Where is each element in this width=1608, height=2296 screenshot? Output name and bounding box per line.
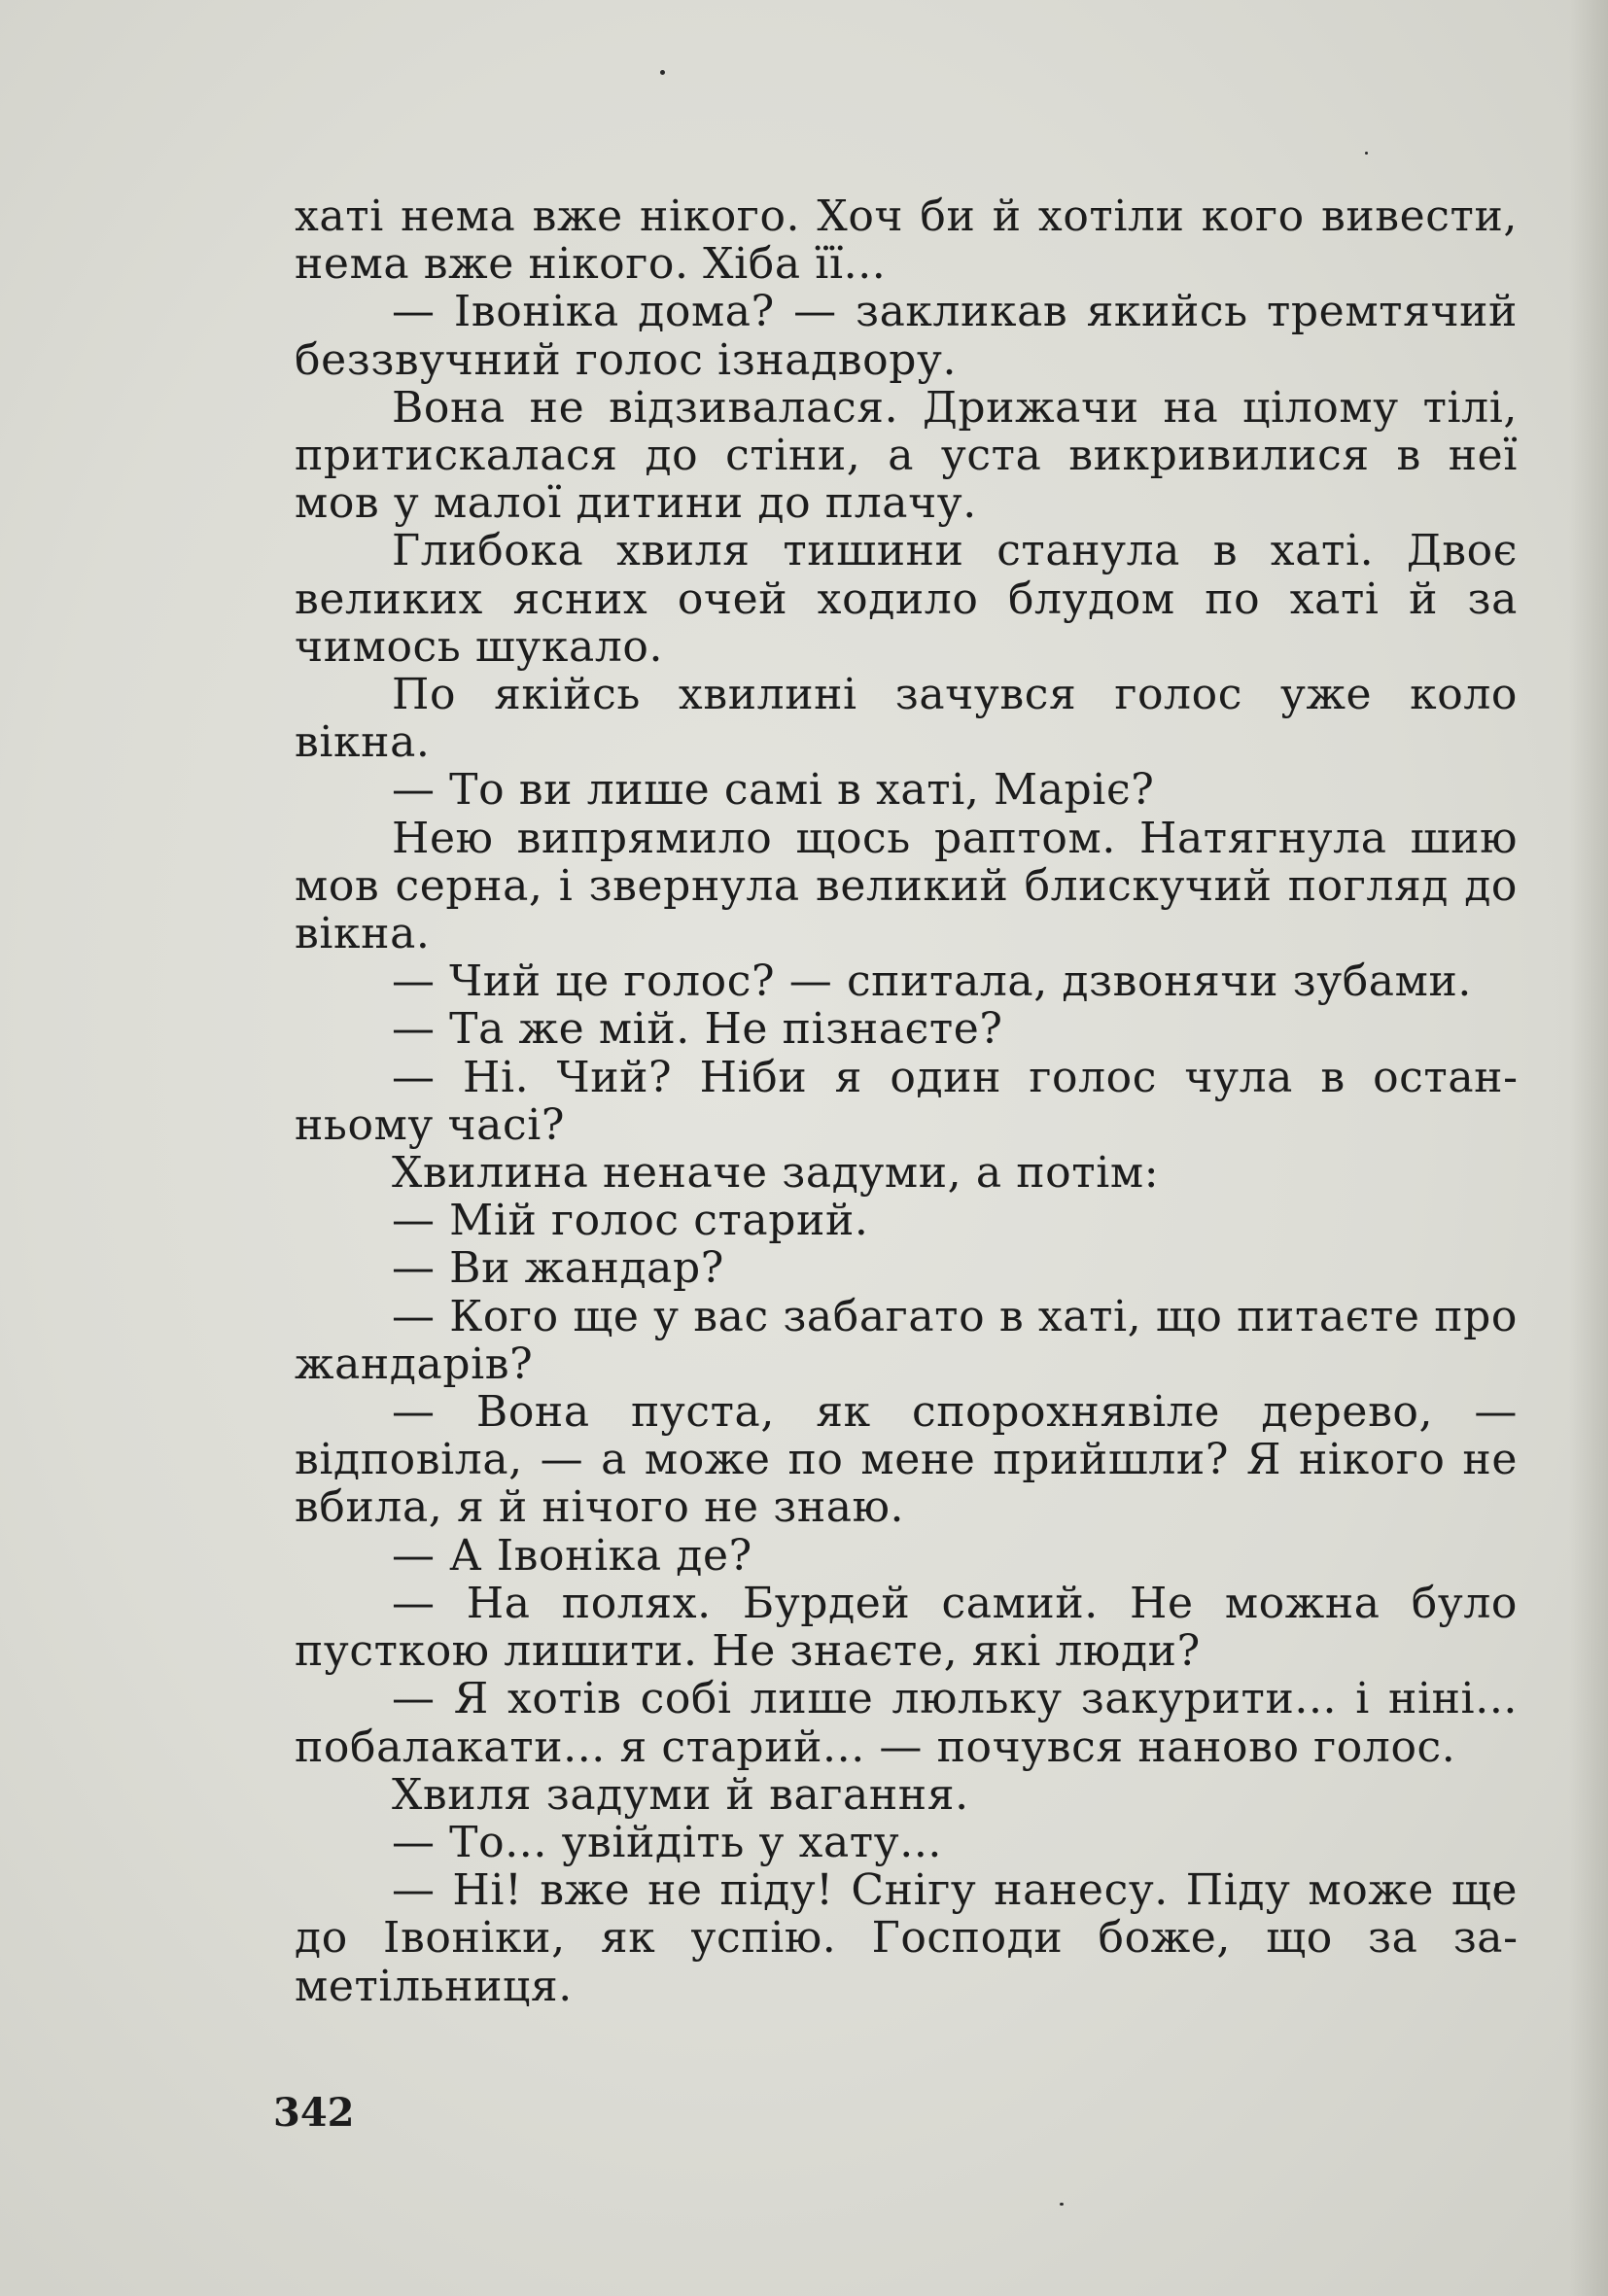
- paragraph: — Та же мій. Не пізнаєте?: [392, 1004, 1003, 1055]
- paragraph: — То ви лише самі в хаті, Маріє?: [392, 765, 1155, 816]
- paragraph: — Я хотів собі лише люльку закурити... і ніні... побалакати... я старий... — почувся наново голос.: [295, 1674, 1518, 1772]
- paragraph: — То... увійдіть у хату...: [392, 1817, 942, 1867]
- paragraph: Хвилина неначе задуми, а потім:: [392, 1148, 1160, 1199]
- page-edge-shadow: [1569, 0, 1608, 2296]
- paragraph: — Ні! вже не піду! Снігу нанесу. Піду може ще до Івоніки, як успію. Господи боже, що за заметільниця.: [295, 1865, 1518, 2011]
- ink-speck: [660, 70, 665, 75]
- paragraph: По якійсь хвилині зачувся голос уже коло вікна.: [295, 670, 1518, 768]
- paragraph: — Мій голос старий.: [392, 1196, 869, 1246]
- paragraph: — А Івоніка де?: [392, 1530, 752, 1581]
- paragraph: Хвиля задуми й вагання.: [392, 1769, 969, 1820]
- paragraph: Вона не відзивалася. Дрижачи на цілому тілі, притискалася до стіни, а уста викривилися в неї мов у малої дитини до плачу.: [295, 382, 1518, 529]
- paragraph: — Чий це голос? — спитала, дзвонячи зубами.: [392, 957, 1472, 1007]
- body-text: [295, 192, 1518, 2010]
- page-number: 342: [273, 2090, 355, 2136]
- paragraph: — Кого ще у вас забагато в хаті, що питаєте про жандарів?: [295, 1291, 1518, 1389]
- paragraph: — На полях. Бурдей самий. Не можна було пусткою лишити. Не знаєте, які люди?: [295, 1578, 1518, 1677]
- ink-speck: [1365, 152, 1368, 155]
- paragraph: — Ви жандар?: [392, 1243, 724, 1294]
- paragraph: — Вона пуста, як спорохнявіле дерево, — відповіла, — а може по мене прийшли? Я нікого не вбила, я й нічого не знаю.: [295, 1387, 1518, 1533]
- ink-speck: [1060, 2203, 1064, 2206]
- paragraph: — Івоніка дома? — закликав якийсь тремтячий беззвучний голос ізнадвору.: [295, 287, 1518, 385]
- paragraph: Глибока хвиля тишини станула в хаті. Двоє великих ясних очей ходило блудом по хаті й за чимось шукало.: [295, 526, 1518, 672]
- paragraph: Нею випрямило щось раптом. Натягнула шию мов серна, і звернула великий блискучий погляд до вікна.: [295, 813, 1518, 959]
- paragraph: — Ні. Чий? Ніби я один голос чула в останньому часі?: [295, 1052, 1518, 1150]
- paragraph: хаті нема вже нікого. Хоч би й хотіли кого вивести, нема вже нікого. Хіба її...: [295, 191, 1518, 290]
